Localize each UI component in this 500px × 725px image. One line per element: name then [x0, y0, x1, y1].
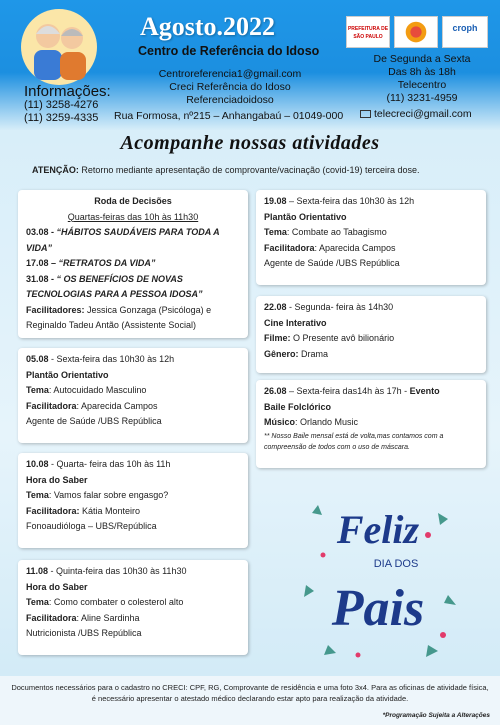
contact-email[interactable]: Centroreferencia1@gmail.com: [158, 68, 302, 80]
info-phones: [24, 99, 98, 125]
card-22-08: [256, 296, 486, 373]
card-05-08: [18, 348, 248, 443]
card-activity-name: Plantão Orientativo: [26, 369, 109, 380]
card-date-line: 22.08 - Segunda- feira às 14h30: [264, 302, 394, 312]
schedule-line: De Segunda a Sexta: [373, 53, 471, 65]
phone-number: (11) 3258-4276: [24, 99, 99, 111]
telecentro-email[interactable]: [360, 108, 472, 120]
mail-icon: [360, 110, 371, 118]
footer-note: *Programação Sujeita a Alterações: [382, 712, 490, 719]
secretaria-logo: [394, 16, 438, 48]
card-extra: Agente de Saúde /UBS República: [264, 258, 400, 268]
card-activity-name: Plantão Orientativo: [264, 211, 347, 222]
card-genero: Gênero: Drama: [264, 348, 329, 359]
card-activity-name: Cine Interativo: [264, 317, 327, 328]
schedule-line: Telecentro: [397, 79, 447, 91]
card-musico: Músico: Orlando Music: [264, 417, 359, 427]
card-facilitator: Facilitadora: Aparecida Campos: [26, 400, 158, 411]
card-11-08: [18, 560, 248, 655]
attention-label: ATENÇÃO:: [32, 165, 79, 175]
feliz-text: Feliz: [336, 507, 420, 552]
telecentro-email-text: telecreci@gmail.com: [374, 108, 472, 120]
section-title: Acompanhe nossas atividades: [120, 132, 380, 154]
card-filme: Filme: O Presente avô bilionário: [264, 333, 395, 343]
card-10-08: [18, 453, 248, 548]
schedule-line: Das 8h às 18h: [388, 66, 456, 78]
contact-instagram: Referenciadoidoso: [186, 94, 274, 106]
page-subtitle: Centro de Referência do Idoso: [138, 44, 320, 58]
list-item: 03.08 - “HÁBITOS SAUDÁVEIS PARA TODA A VIDA”: [26, 227, 220, 253]
phone-number: (11) 3259-4335: [24, 112, 99, 124]
card-activity-name: Baile Folclórico: [264, 401, 332, 412]
card-tema: Tema: Vamos falar sobre engasgo?: [26, 490, 169, 500]
card-date-line: 11.08 - Quinta-feira das 10h30 às 11h30: [26, 566, 187, 576]
attention-notice: [32, 165, 420, 175]
card-activity-name: Hora do Saber: [26, 474, 88, 485]
feliz-dia-dos-pais-art: [298, 495, 458, 665]
card-extra: Agente de Saúde /UBS República: [26, 416, 162, 426]
card-note: ** Nosso Baile mensal está de volta,mas contamos com a compreensão de todos com o uso de máscara.: [264, 432, 444, 451]
prefeitura-logo: PREFEITURA DE SÃO PAULO: [346, 16, 390, 48]
contact-list: [150, 68, 310, 107]
footer-text: Documentos necessários para o cadastro no CRECI: CPF, RG, Comprovante de residência e uma foto 3x4. Para as oficinas de atividade física, é necessário apresentar o atestado médico declarando estar apto para realização da atividade.: [11, 683, 489, 703]
elderly-couple-illustration: [20, 8, 98, 86]
card-facilitator: Facilitadora: Kátia Monteiro: [26, 505, 141, 516]
croph-logo: croph: [442, 16, 488, 48]
card-26-08: [256, 380, 486, 468]
card-tema: Tema: Combate ao Tabagismo: [264, 227, 387, 237]
card-activity-name: Hora do Saber: [26, 581, 88, 592]
card-facilitator: Facilitadora: Aparecida Campos: [264, 242, 396, 253]
card-extra: Fonoaudióloga – UBS/República: [26, 521, 157, 531]
card-date-line: 19.08 – Sexta-feira das 10h30 às 12h: [264, 196, 415, 206]
pais-text: Pais: [331, 580, 425, 637]
card-date-line: 05.08 - Sexta-feira das 10h30 às 12h: [26, 354, 175, 364]
facilitators: Facilitadores: Jessica Gonzaga (Psicóloga) e Reginaldo Tadeu Antão (Assistente Social): [26, 304, 212, 330]
schedule-line: (11) 3231-4959: [386, 92, 458, 104]
page-title: Agosto.2022: [140, 12, 276, 41]
partner-logos: [346, 16, 496, 48]
attention-text: Retorno mediante apresentação de comprovante/vacinação (covid-19) terceira dose.: [81, 165, 420, 175]
card-tema: Tema: Autocuidado Masculino: [26, 385, 147, 395]
dia-dos-text: DIA DOS: [373, 558, 419, 570]
card-when: Quartas-feiras das 10h às 11h30: [67, 211, 199, 222]
contact-facebook: Creci Referência do Idoso: [169, 81, 291, 93]
footer: [0, 676, 500, 725]
header: [0, 0, 500, 125]
card-title: Roda de Decisões: [94, 196, 172, 206]
card-facilitator: Facilitadora: Aline Sardinha: [26, 612, 140, 623]
list-item: 31.08 - “ OS BENEFÍCIOS DE NOVAS TECNOLOGIAS PARA A PESSOA IDOSA”: [26, 273, 203, 299]
address: Rua Formosa, nº215 – Anhangabaú – 01049-000: [114, 110, 344, 122]
card-tema: Tema: Como combater o colesterol alto: [26, 597, 184, 607]
card-roda-de-decisoes: [18, 190, 248, 338]
schedule: [352, 53, 492, 105]
card-19-08: [256, 190, 486, 285]
info-title: Informações:: [24, 83, 111, 100]
card-date-line: 10.08 - Quarta- feira das 10h às 11h: [26, 459, 171, 469]
card-extra: Nutricionista /UBS República: [26, 628, 142, 638]
card-date-line: 26.08 – Sexta-feira das14h às 17h - Evento: [264, 386, 440, 396]
list-item: 17.08 – “RETRATOS DA VIDA”: [26, 258, 156, 268]
